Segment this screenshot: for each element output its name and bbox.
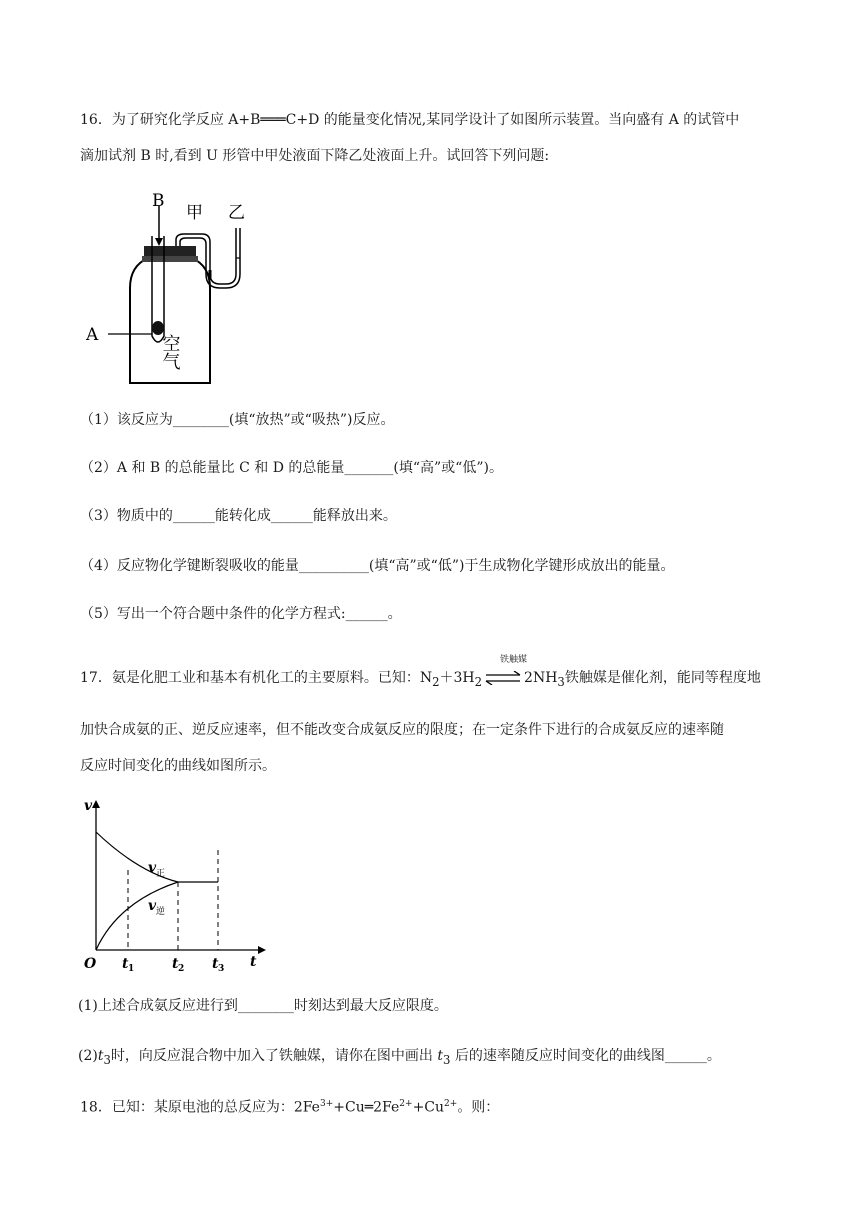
label-air: 空气 — [159, 334, 181, 370]
q16-sub1: （1）该反应为________(填“放热”或“吸热”)反应。 — [80, 412, 395, 428]
q16-sub3: （3）物质中的______能转化成______能释放出来。 — [80, 508, 397, 524]
t2-label: t — [172, 956, 179, 972]
t2-sub: 2 — [178, 964, 185, 972]
q17-sub2: $(2)t_3$时，向反应混合物中加入了铁触媒，请你在图中画出 $t_3$ 后的速率随反应时间变化的曲线图______。 — [78, 1048, 721, 1067]
label-jia: 甲 — [186, 203, 203, 223]
reverse-rate-label: v — [148, 898, 157, 914]
q16-stem-line2: 滴加试剂 B 时,看到 U 形管中甲处液面下降乙处液面上升。试回答下列问题: — [80, 148, 550, 164]
origin-label: O — [84, 956, 97, 972]
q18-stem: 18．已知：某原电池的总反应为：$2Fe^{3+}+Cu═2Fe^{2+}+Cu^{2+}$。则： — [80, 1099, 500, 1116]
label-a: A — [86, 325, 99, 345]
q17-stem-line2: 加快合成氨的正、逆反应速率，但不能改变合成氨反应的限度；在一定条件下进行的合成氨反应的速率随 — [80, 722, 724, 738]
forward-rate-sub: 正 — [156, 869, 166, 879]
q16-sub4: （4）反应物化学键断裂吸收的能量__________(填“高”或“低”)于生成物化学键形成放出的能量。 — [80, 558, 675, 574]
rate-time-graph — [78, 792, 278, 972]
forward-rate-label: v — [148, 860, 157, 876]
q16-stem-line1: 16．为了研究化学反应 A+B═══C+D 的能量变化情况,某同学设计了如图所示装置。当向盛有 A 的试管中 — [80, 112, 740, 128]
x-axis-label: t — [250, 954, 257, 970]
t1-label: t — [122, 956, 129, 972]
q17-stem-line3: 反应时间变化的曲线如图所示。 — [80, 758, 276, 774]
q16-sub5: （5）写出一个符合题中条件的化学方程式:______。 — [80, 606, 402, 622]
reverse-rate-sub: 逆 — [156, 907, 166, 917]
t3-sub: 3 — [218, 964, 225, 972]
q16-apparatus-diagram — [80, 188, 260, 388]
equilibrium-arrow-icon — [484, 671, 522, 685]
catalyst-label: 铁触媒 — [500, 655, 528, 665]
t1-sub: 1 — [128, 964, 135, 972]
label-yi: 乙 — [228, 203, 245, 223]
q17-stem-line1: 17．氨是化肥工业和基本有机化工的主要原料。已知：$N_2+3H_2$ $2NH_3$铁触媒是催化剂，能同等程度地 — [80, 670, 761, 689]
q17-sub1: (1)上述合成氨反应进行到________时刻达到最大反应限度。 — [78, 998, 448, 1014]
t3-label: t — [212, 956, 219, 972]
label-b: B — [152, 191, 165, 211]
q16-sub2: （2）A 和 B 的总能量比 C 和 D 的总能量_______(填“高”或“低”)。 — [80, 460, 503, 476]
y-axis-label: v — [84, 798, 93, 814]
